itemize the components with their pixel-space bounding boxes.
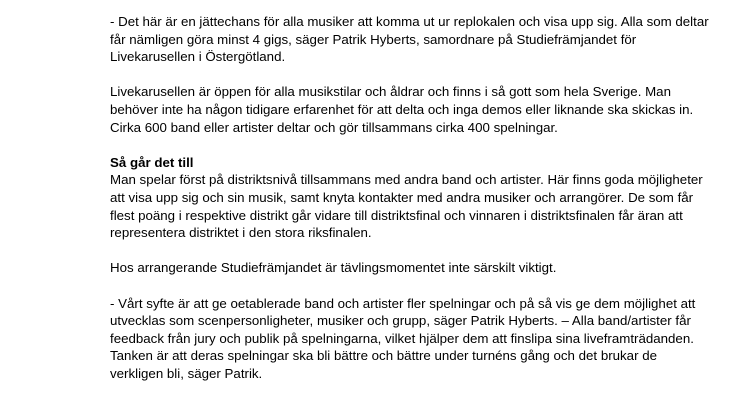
open-to-all-paragraph: Livekarusellen är öppen för alla musikstilar och åldrar och finns i så gott som hela Sverige. Man behöver inte ha någon tidigare erfarenhet för att delta och inga demos eller liknande ska skickas in. Cirka 600 band eller artister deltar och gör tillsammans cirka 400 spelningar. — [110, 84, 694, 135]
how-it-works-paragraph: Man spelar först på distriktsnivå tillsammans med andra band och artister. Här finns goda möjligheter att visa upp sig och sin musik, samt knyta kontakter med andra musiker och arrangörer. De som får flest poäng i respektive distrikt går vidare till distriktsfinal och vinnaren i distriktsfinalen får äran att representera distriktet i den stora riksfinalen. — [110, 172, 703, 241]
document-page — [110, 13, 710, 400]
competition-paragraph: Hos arrangerande Studiefrämjandet är tävlingsmomentet inte särskilt viktigt. — [110, 260, 557, 276]
intro-quote-paragraph: - Det här är en jättechans för alla musiker att komma ut ur replokalen och visa upp sig. Alla som deltar får nämligen göra minst 4 gigs, säger Patrik Hyberts, samordnare på Studiefrämjandet för Livekarusellen i Östergötland. — [110, 14, 709, 65]
how-it-works-section — [110, 154, 710, 242]
section-heading: Så går det till — [110, 154, 194, 170]
purpose-quote-paragraph: - Vårt syfte är att ge oetablerade band och artister fler spelningar och på så vis ge dem möjlighet att utvecklas som scenpersonligheter, musiker och grupp, säger Patrik Hyberts. – Alla band/artister får feedback från jury och publik på spelningarna, vilket hjälper dem att finslipa sina liveframträdanden. Tanken är att deras spelningar ska bli bättre och bättre under turnéns gång och det brukar de verkligen bli, säger Patrik. — [110, 295, 696, 381]
